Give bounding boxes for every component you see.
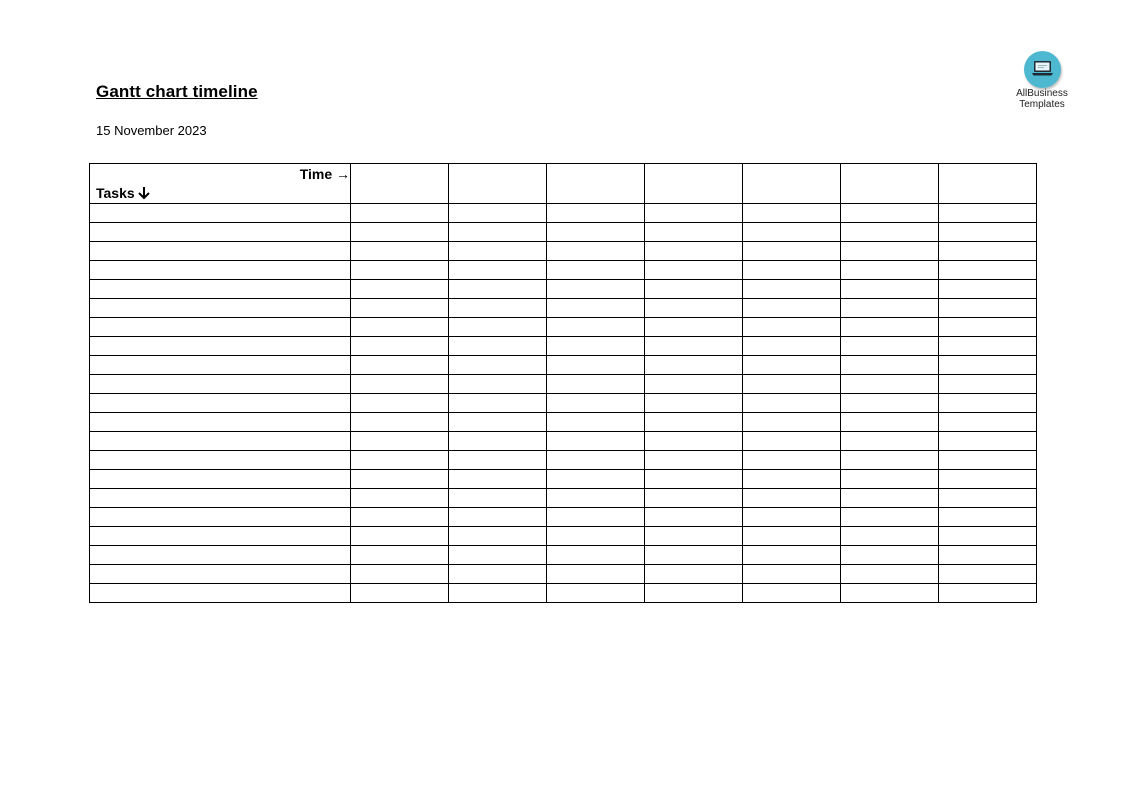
timeline-cell[interactable]: [743, 299, 841, 318]
timeline-cell[interactable]: [743, 204, 841, 223]
timeline-cell[interactable]: [645, 565, 743, 584]
timeline-cell[interactable]: [645, 223, 743, 242]
timeline-cell[interactable]: [449, 356, 547, 375]
timeline-cell[interactable]: [939, 242, 1037, 261]
timeline-cell[interactable]: [645, 527, 743, 546]
timeline-cell[interactable]: [841, 546, 939, 565]
time-period-header-cell[interactable]: [841, 164, 939, 204]
timeline-cell[interactable]: [743, 470, 841, 489]
timeline-cell[interactable]: [351, 470, 449, 489]
timeline-cell[interactable]: [743, 546, 841, 565]
task-name-cell[interactable]: [90, 242, 351, 261]
document-title: Gantt chart timeline: [96, 82, 258, 101]
task-name-cell[interactable]: [90, 261, 351, 280]
timeline-cell[interactable]: [351, 508, 449, 527]
timeline-cell[interactable]: [841, 508, 939, 527]
logo-badge: [1024, 51, 1061, 88]
task-name-cell[interactable]: [90, 470, 351, 489]
timeline-cell[interactable]: [645, 280, 743, 299]
timeline-cell[interactable]: [645, 299, 743, 318]
timeline-cell[interactable]: [645, 546, 743, 565]
task-row: [90, 432, 1037, 451]
timeline-cell[interactable]: [351, 413, 449, 432]
timeline-cell[interactable]: [449, 508, 547, 527]
timeline-cell[interactable]: [743, 356, 841, 375]
timeline-cell[interactable]: [743, 223, 841, 242]
timeline-cell[interactable]: [449, 337, 547, 356]
timeline-cell[interactable]: [939, 432, 1037, 451]
timeline-cell[interactable]: [939, 451, 1037, 470]
timeline-cell[interactable]: [351, 356, 449, 375]
timeline-cell[interactable]: [645, 242, 743, 261]
timeline-cell[interactable]: [841, 394, 939, 413]
timeline-cell[interactable]: [743, 413, 841, 432]
timeline-cell[interactable]: [645, 375, 743, 394]
company-logo: [1008, 51, 1076, 110]
timeline-cell[interactable]: [449, 546, 547, 565]
task-row: [90, 451, 1037, 470]
timeline-cell[interactable]: [841, 204, 939, 223]
timeline-cell[interactable]: [449, 489, 547, 508]
timeline-cell[interactable]: [351, 280, 449, 299]
timeline-cell[interactable]: [351, 375, 449, 394]
timeline-cell[interactable]: [547, 280, 645, 299]
task-row: [90, 527, 1037, 546]
timeline-cell[interactable]: [645, 470, 743, 489]
time-axis-label: Time →: [299, 166, 350, 182]
timeline-cell[interactable]: [449, 413, 547, 432]
timeline-cell[interactable]: [743, 584, 841, 603]
timeline-cell[interactable]: [351, 337, 449, 356]
timeline-cell[interactable]: [449, 584, 547, 603]
timeline-cell[interactable]: [939, 565, 1037, 584]
task-name-cell[interactable]: [90, 527, 351, 546]
task-row: [90, 584, 1037, 603]
timeline-cell[interactable]: [743, 375, 841, 394]
logo-text-line1: AllBusiness: [1016, 88, 1068, 99]
timeline-cell[interactable]: [449, 375, 547, 394]
timeline-cell[interactable]: [547, 508, 645, 527]
header-row: [90, 164, 1037, 204]
timeline-cell[interactable]: [841, 280, 939, 299]
timeline-cell[interactable]: [547, 527, 645, 546]
time-period-header-cell[interactable]: [743, 164, 841, 204]
time-period-header-cell[interactable]: [645, 164, 743, 204]
timeline-cell[interactable]: [547, 451, 645, 470]
timeline-cell[interactable]: [743, 318, 841, 337]
timeline-cell[interactable]: [939, 204, 1037, 223]
task-name-cell[interactable]: [90, 280, 351, 299]
task-row: [90, 204, 1037, 223]
task-name-cell[interactable]: [90, 451, 351, 470]
timeline-cell[interactable]: [449, 451, 547, 470]
task-name-cell[interactable]: [90, 565, 351, 584]
header-corner-cell: [90, 164, 351, 204]
timeline-cell[interactable]: [351, 261, 449, 280]
timeline-cell[interactable]: [645, 413, 743, 432]
task-name-cell[interactable]: [90, 432, 351, 451]
task-row: [90, 375, 1037, 394]
timeline-cell[interactable]: [351, 565, 449, 584]
timeline-cell[interactable]: [939, 223, 1037, 242]
time-period-header-cell[interactable]: [547, 164, 645, 204]
timeline-cell[interactable]: [351, 432, 449, 451]
timeline-cell[interactable]: [841, 489, 939, 508]
timeline-cell[interactable]: [841, 584, 939, 603]
task-name-cell[interactable]: [90, 546, 351, 565]
arrow-down-icon: [137, 186, 151, 200]
task-row: [90, 318, 1037, 337]
timeline-cell[interactable]: [351, 223, 449, 242]
laptop-icon: [1030, 59, 1055, 79]
timeline-cell[interactable]: [645, 318, 743, 337]
timeline-cell[interactable]: [351, 318, 449, 337]
timeline-cell[interactable]: [743, 489, 841, 508]
task-name-cell[interactable]: [90, 356, 351, 375]
timeline-cell[interactable]: [547, 584, 645, 603]
timeline-cell[interactable]: [645, 337, 743, 356]
task-name-cell[interactable]: [90, 223, 351, 242]
tasks-label-text: Tasks: [96, 185, 135, 201]
task-row: [90, 337, 1037, 356]
timeline-cell[interactable]: [547, 223, 645, 242]
timeline-cell[interactable]: [743, 280, 841, 299]
task-row: [90, 242, 1037, 261]
timeline-cell[interactable]: [939, 261, 1037, 280]
timeline-cell[interactable]: [841, 337, 939, 356]
logo-text-line2: Templates: [1019, 99, 1065, 110]
task-row: [90, 299, 1037, 318]
task-row: [90, 508, 1037, 527]
task-name-cell[interactable]: [90, 375, 351, 394]
task-row: [90, 565, 1037, 584]
timeline-cell[interactable]: [547, 261, 645, 280]
time-period-header-cell[interactable]: [351, 164, 449, 204]
timeline-cell[interactable]: [449, 261, 547, 280]
timeline-cell[interactable]: [939, 413, 1037, 432]
timeline-cell[interactable]: [939, 489, 1037, 508]
task-name-cell[interactable]: [90, 394, 351, 413]
timeline-cell[interactable]: [743, 451, 841, 470]
timeline-cell[interactable]: [547, 565, 645, 584]
timeline-cell[interactable]: [645, 508, 743, 527]
task-row: [90, 394, 1037, 413]
timeline-cell[interactable]: [841, 223, 939, 242]
timeline-cell[interactable]: [547, 470, 645, 489]
timeline-cell[interactable]: [841, 565, 939, 584]
timeline-cell[interactable]: [841, 261, 939, 280]
timeline-cell[interactable]: [939, 470, 1037, 489]
task-name-cell[interactable]: [90, 508, 351, 527]
timeline-cell[interactable]: [841, 451, 939, 470]
timeline-cell[interactable]: [645, 451, 743, 470]
timeline-cell[interactable]: [841, 470, 939, 489]
task-name-cell[interactable]: [90, 299, 351, 318]
timeline-cell[interactable]: [743, 337, 841, 356]
timeline-cell[interactable]: [841, 413, 939, 432]
task-row: [90, 489, 1037, 508]
timeline-cell[interactable]: [939, 527, 1037, 546]
task-row: [90, 223, 1037, 242]
timeline-cell[interactable]: [743, 261, 841, 280]
task-row: [90, 280, 1037, 299]
timeline-cell[interactable]: [351, 584, 449, 603]
timeline-cell[interactable]: [645, 261, 743, 280]
timeline-cell[interactable]: [351, 546, 449, 565]
timeline-cell[interactable]: [645, 204, 743, 223]
timeline-cell[interactable]: [547, 299, 645, 318]
timeline-cell[interactable]: [939, 546, 1037, 565]
timeline-cell[interactable]: [645, 432, 743, 451]
timeline-cell[interactable]: [449, 565, 547, 584]
time-period-header-cell[interactable]: [449, 164, 547, 204]
timeline-cell[interactable]: [351, 394, 449, 413]
timeline-cell[interactable]: [351, 489, 449, 508]
document-date: 15 November 2023: [96, 123, 207, 138]
timeline-cell[interactable]: [939, 508, 1037, 527]
timeline-cell[interactable]: [939, 394, 1037, 413]
timeline-cell[interactable]: [939, 375, 1037, 394]
task-row: [90, 546, 1037, 565]
timeline-cell[interactable]: [449, 470, 547, 489]
timeline-cell[interactable]: [547, 413, 645, 432]
gantt-table: [89, 163, 1037, 603]
timeline-cell[interactable]: [547, 337, 645, 356]
timeline-cell[interactable]: [547, 489, 645, 508]
timeline-cell[interactable]: [939, 356, 1037, 375]
timeline-cell[interactable]: [449, 432, 547, 451]
timeline-cell[interactable]: [547, 432, 645, 451]
timeline-cell[interactable]: [547, 318, 645, 337]
timeline-cell[interactable]: [449, 394, 547, 413]
time-period-header-cell[interactable]: [939, 164, 1037, 204]
timeline-cell[interactable]: [449, 280, 547, 299]
timeline-cell[interactable]: [939, 318, 1037, 337]
task-name-cell[interactable]: [90, 318, 351, 337]
timeline-cell[interactable]: [547, 375, 645, 394]
task-name-cell[interactable]: [90, 413, 351, 432]
timeline-cell[interactable]: [351, 451, 449, 470]
timeline-cell[interactable]: [939, 337, 1037, 356]
timeline-cell[interactable]: [449, 299, 547, 318]
timeline-cell[interactable]: [841, 432, 939, 451]
timeline-cell[interactable]: [743, 394, 841, 413]
timeline-cell[interactable]: [547, 204, 645, 223]
tasks-axis-label: [96, 185, 151, 201]
timeline-cell[interactable]: [547, 356, 645, 375]
task-row: [90, 470, 1037, 489]
timeline-cell[interactable]: [841, 356, 939, 375]
timeline-cell[interactable]: [743, 432, 841, 451]
timeline-cell[interactable]: [449, 242, 547, 261]
timeline-cell[interactable]: [351, 242, 449, 261]
task-name-cell[interactable]: [90, 489, 351, 508]
timeline-cell[interactable]: [645, 394, 743, 413]
timeline-cell[interactable]: [939, 584, 1037, 603]
timeline-cell[interactable]: [841, 375, 939, 394]
timeline-cell[interactable]: [645, 356, 743, 375]
timeline-cell[interactable]: [351, 204, 449, 223]
timeline-cell[interactable]: [449, 223, 547, 242]
timeline-cell[interactable]: [743, 242, 841, 261]
task-name-cell[interactable]: [90, 204, 351, 223]
task-row: [90, 261, 1037, 280]
timeline-cell[interactable]: [351, 299, 449, 318]
gantt-table-body: [90, 164, 1037, 603]
timeline-cell[interactable]: [449, 204, 547, 223]
timeline-cell[interactable]: [547, 394, 645, 413]
timeline-cell[interactable]: [547, 546, 645, 565]
timeline-cell[interactable]: [449, 318, 547, 337]
timeline-cell[interactable]: [645, 489, 743, 508]
timeline-cell[interactable]: [743, 565, 841, 584]
timeline-cell[interactable]: [841, 318, 939, 337]
timeline-cell[interactable]: [939, 299, 1037, 318]
timeline-cell[interactable]: [841, 242, 939, 261]
task-row: [90, 356, 1037, 375]
timeline-cell[interactable]: [743, 508, 841, 527]
timeline-cell[interactable]: [939, 280, 1037, 299]
timeline-cell[interactable]: [841, 527, 939, 546]
timeline-cell[interactable]: [743, 527, 841, 546]
timeline-cell[interactable]: [351, 527, 449, 546]
timeline-cell[interactable]: [841, 299, 939, 318]
timeline-cell[interactable]: [547, 242, 645, 261]
task-name-cell[interactable]: [90, 584, 351, 603]
task-name-cell[interactable]: [90, 337, 351, 356]
task-row: [90, 413, 1037, 432]
timeline-cell[interactable]: [645, 584, 743, 603]
timeline-cell[interactable]: [449, 527, 547, 546]
